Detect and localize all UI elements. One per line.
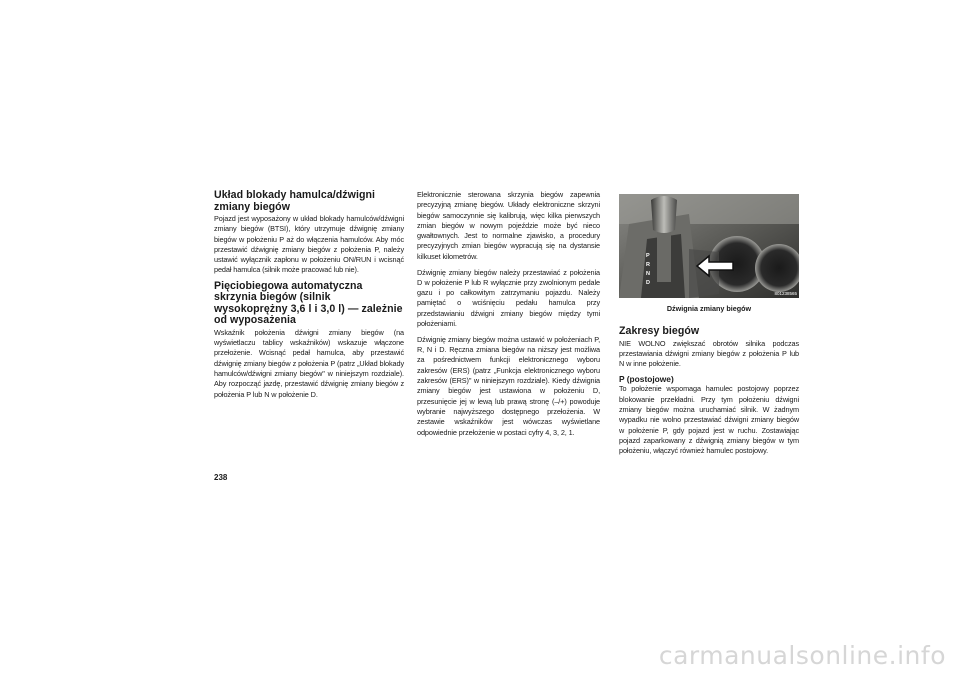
gear-shifter-image xyxy=(619,194,799,298)
gear-label-d: D xyxy=(646,280,650,286)
paragraph-electronic-transmission: Elektronicznie sterowana skrzynia biegów zapewnia precyzyjną zmianę biegów. Układy elektroniczne skrzyni biegów samoczynnie się kalibrują, więc kilka pierwszych zmian biegów w nowym pojeździe może być nieco gwałtownych. Jest to normalne zjawisko, a procedury precyzyjnych zmian biegów wypracują się na dystansie kilkuset kilometrów. xyxy=(417,190,600,261)
gear-label-p: P xyxy=(646,253,650,259)
heading-gear-ranges: Zakresy biegów xyxy=(619,325,700,337)
gear-label-n: N xyxy=(646,271,650,277)
left-column xyxy=(214,190,404,405)
figure-caption: Dźwignia zmiany biegów xyxy=(666,304,752,313)
paragraph-park: To położenie wspomaga hamulec postojowy poprzez blokowanie przekładni. Przy tym położeniu dźwigni zmiany biegów można uruchamiać silnik. W żadnym wypadku nie wolno przestawiać dźwigni zmiany biegów w położenie P, gdy pojazd jest w ruchu. Zostawiając pojazd zaparkowany z dźwignią zmiany biegów w tym położeniu, włączyć również hamulec postojowy. xyxy=(619,384,799,456)
paragraph-ers: Dźwignię zmiany biegów można ustawić w położeniach P, R, N i D. Ręczna zmiana biegów na niższy jest możliwa za pośrednictwem funkcji elektronicznego wyboru zakresów (ERS) (patrz „Funkcja elektronicznego wyboru zakresów (ERS)" w niniejszym rozdziale). Kiedy dźwignia zmiany biegów jest ustawiona w położeniu D, przesunięcie jej w lewą lub prawą stronę (–/+) powoduje wybranie najwyższego dostępnego przełożenia. W zestawie wskaźników jest wówczas wyświetlane odpowiednie przełożenie w postaci cyfry 4, 3, 2, 1. xyxy=(417,334,600,437)
gear-position-labels xyxy=(646,252,656,288)
paragraph-gear-indicator: Wskaźnik położenia dźwigni zmiany biegów (na wyświetlaczu tablicy wskaźników) wskazuje włączone przełożenie. Wcisnąć pedał hamulca, aby przestawić dźwignię zmiany biegów z położenia P (patrz „Układ blokady hamulców/dźwigni zmiany biegów" w niniejszym rozdziale). Aby rozpocząć jazdę, przestawić dźwignię zmiany biegów z położenia P lub N w położenie D. xyxy=(214,327,404,399)
arrow-left-icon xyxy=(695,254,735,278)
heading-brake-interlock: Układ blokady hamulca/dźwigni zmiany biegów xyxy=(214,189,375,213)
figure-code: 801238565 xyxy=(774,291,797,296)
right-column xyxy=(619,194,799,461)
page-number: 238 xyxy=(214,473,228,482)
watermark: carmanualsonline.info xyxy=(658,641,946,670)
paragraph-brake-interlock: Pojazd jest wyposażony w układ blokady hamulców/dźwigni zmiany biegów (BTSI), który utrzymuje dźwignię zmiany biegów w położeniu P aż do włączenia hamulców. Aby móc przestawić dźwignię zmiany biegów z położenia P, należy ustawić wyłącznik zapłonu w położeniu ON/RUN i wcisnąć pedał hamulca (silnik może pracować lub nie). xyxy=(214,214,404,275)
heading-park: P (postojowe) xyxy=(619,374,674,385)
gear-label-r: R xyxy=(646,262,650,268)
paragraph-shift-p-r: Dźwignię zmiany biegów należy przestawiać z położenia D w położenie P lub R wyłącznie przy zwolnionym pedale gazu i po całkowitym zatrzymaniu pojazdu. Należy pamiętać o wciśnięciu pedału hamulca przy przedstawianiu dźwigni zmiany biegów między tymi położeniami. xyxy=(417,267,600,329)
heading-five-speed-transmission: Pięciobiegowa automatyczna skrzynia biegów (silnik wysokoprężny 3,6 l i 3,0 l) — zależnie od wyposażenia xyxy=(214,279,403,327)
middle-column xyxy=(417,190,600,443)
paragraph-gear-ranges: NIE WOLNO zwiększać obrotów silnika podczas przestawiania dźwigni zmiany biegów z położenia P lub N w inne położenie. xyxy=(619,338,799,369)
